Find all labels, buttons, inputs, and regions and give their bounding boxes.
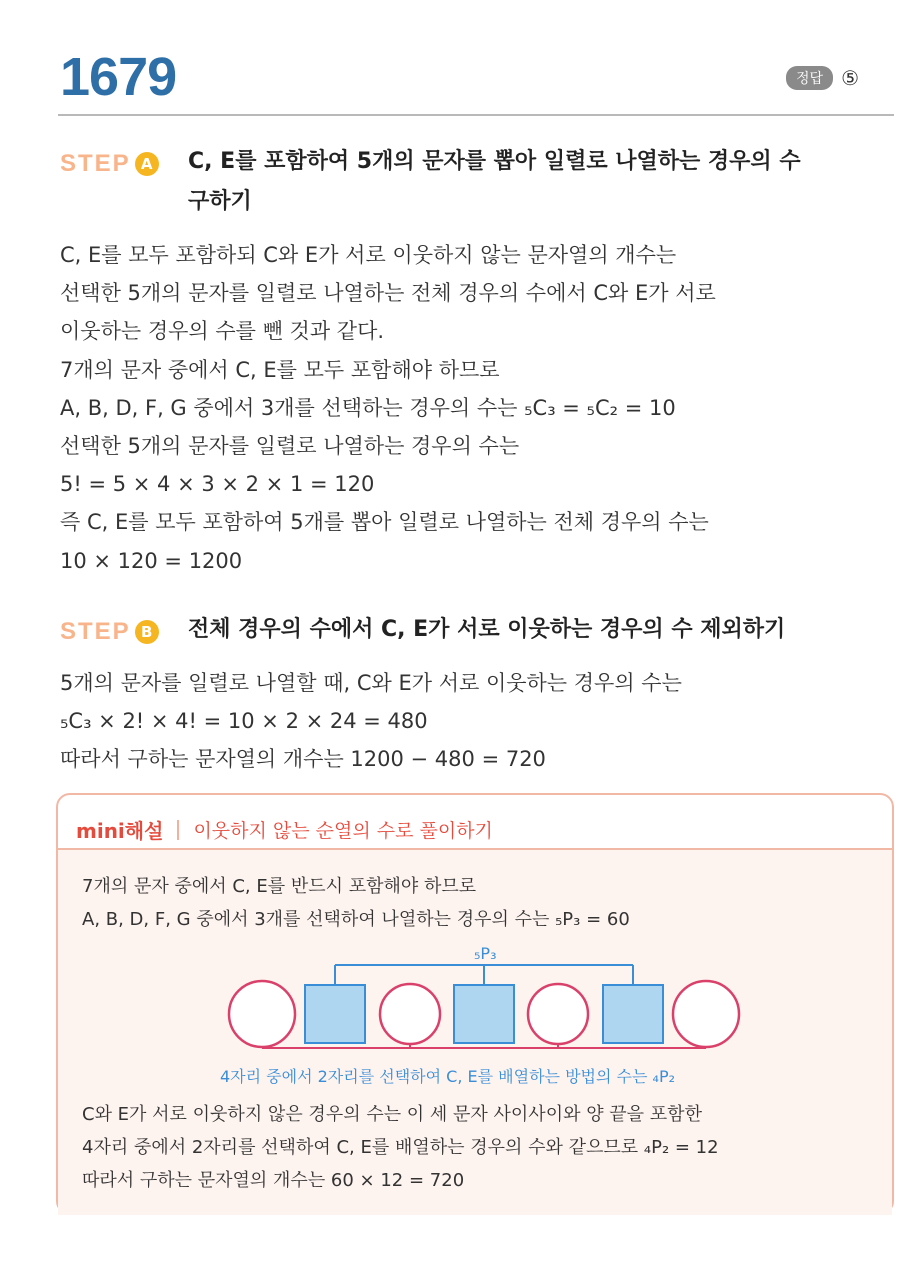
- mini-text-top: [82, 870, 630, 936]
- step-a-line: A, B, D, F, G 중에서 3개를 선택하는 경우의 수는 ₅C₃ = ₅C₂ = 10: [60, 395, 676, 420]
- mini-line: A, B, D, F, G 중에서 3개를 선택하여 나열하는 경우의 수는 ₅P₃ = 60: [82, 909, 630, 930]
- step-b-body: [60, 664, 880, 779]
- step-b-letter: B: [135, 620, 159, 644]
- step-a-title: [188, 142, 801, 222]
- mini-label: mini해설: [76, 819, 164, 843]
- answer-badge: 정답: [786, 66, 833, 90]
- mini-line: 7개의 문자 중에서 C, E를 반드시 포함해야 하므로: [82, 876, 477, 897]
- step-a-line: 10 × 120 = 1200: [60, 548, 243, 573]
- mini-line: 따라서 구하는 문자열의 개수는 60 × 12 = 720: [82, 1170, 465, 1191]
- mini-text-bottom: [82, 1098, 719, 1197]
- mini-separator: [177, 820, 179, 840]
- step-a-line: 5! = 5 × 4 × 3 × 2 × 1 = 120: [60, 472, 375, 497]
- mini-line: C와 E가 서로 이웃하지 않은 경우의 수는 이 세 문자 사이사이와 양 끝을 포함한: [82, 1104, 702, 1125]
- answer-tag: [786, 66, 859, 90]
- step-a-word: STEP: [60, 150, 131, 177]
- step-b-tag: [60, 618, 188, 646]
- step-a-heading: [60, 142, 801, 222]
- step-b-word: STEP: [60, 618, 131, 645]
- diagram-bottom-label: 4자리 중에서 2자리를 선택하여 C, E를 배열하는 방법의 수는 ₄P₂: [220, 1067, 676, 1086]
- mini-subtitle: 이웃하지 않는 순열의 수로 풀이하기: [193, 820, 493, 842]
- step-a-tag: [60, 150, 188, 178]
- step-a-body: [60, 236, 880, 580]
- step-a-line: C, E를 모두 포함하되 C와 E가 서로 이웃하지 않는 문자열의 개수는: [60, 243, 677, 267]
- step-b-heading: [60, 610, 785, 650]
- step-a-line: 선택한 5개의 문자를 일렬로 나열하는 전체 경우의 수에서 C와 E가 서로: [60, 281, 716, 306]
- step-a-title-line1: C, E를 포함하여 5개의 문자를 뽑아 일렬로 나열하는 경우의 수: [188, 149, 801, 174]
- mini-header: [76, 815, 493, 844]
- step-b-title: 전체 경우의 수에서 C, E가 서로 이웃하는 경우의 수 제외하기: [188, 617, 786, 642]
- step-a-line: 선택한 5개의 문자를 일렬로 나열하는 경우의 수는: [60, 433, 520, 458]
- step-b-line: 따라서 구하는 문자열의 개수는 1200 − 480 = 720: [60, 747, 546, 772]
- step-a-line: 이웃하는 경우의 수를 뺀 것과 같다.: [60, 319, 385, 344]
- problem-number: 1679: [60, 47, 177, 107]
- divider: [58, 114, 894, 116]
- step-a-line: 즉 C, E를 모두 포함하여 5개를 뽑아 일렬로 나열하는 전체 경우의 수는: [60, 510, 709, 535]
- step-a-line: 7개의 문자 중에서 C, E를 모두 포함해야 하므로: [60, 357, 500, 382]
- step-b-line: ₅C₃ × 2! × 4! = 10 × 2 × 24 = 480: [60, 709, 428, 734]
- step-a-title-line2: 구하기: [188, 189, 252, 214]
- step-b-line: 5개의 문자를 일렬로 나열할 때, C와 E가 서로 이웃하는 경우의 수는: [60, 671, 682, 695]
- answer-value: ⑤: [841, 66, 859, 90]
- mini-line: 4자리 중에서 2자리를 선택하여 C, E를 배열하는 경우의 수와 같으므로 ₄P₂ = 12: [82, 1137, 719, 1158]
- diagram-top-label: ₅P₃: [474, 944, 497, 963]
- step-a-letter: A: [135, 152, 159, 176]
